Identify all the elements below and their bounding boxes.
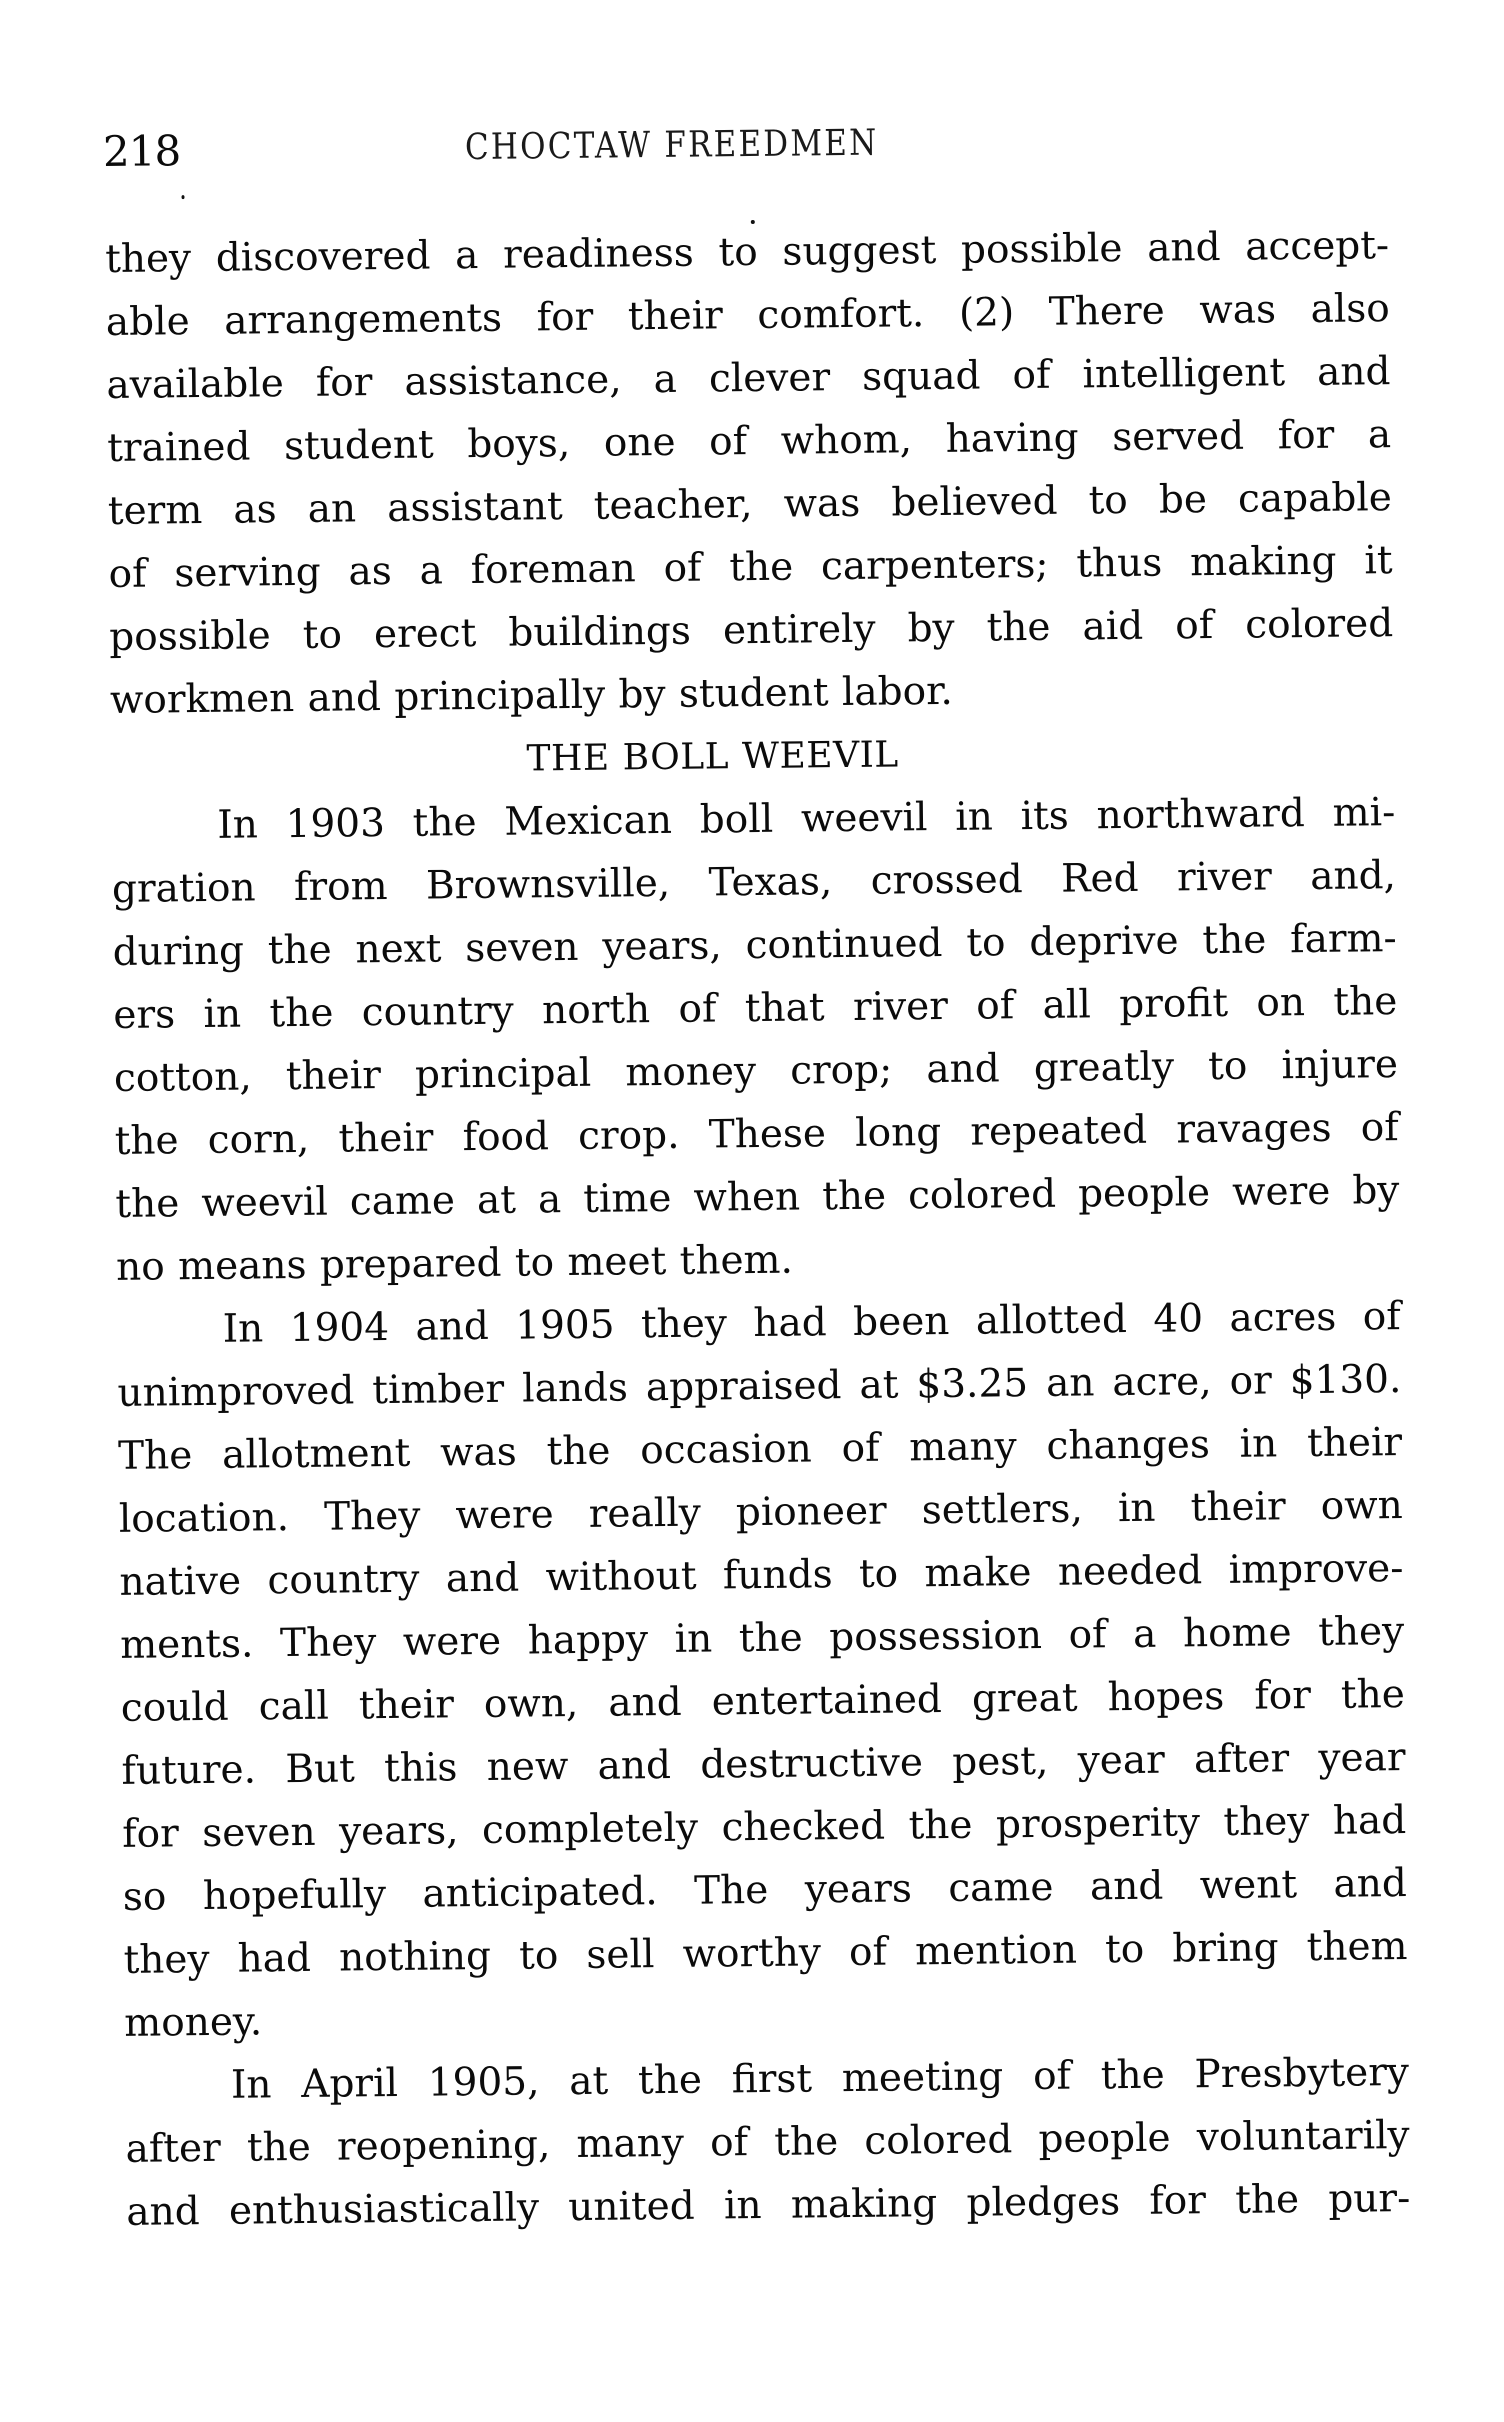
text-line: able arrangements for their comfort. (2) There was also bbox=[105, 286, 1391, 345]
running-title: CHOCTAW FREEDMEN bbox=[464, 122, 879, 169]
text-line: so hopefully anticipated. The years came and went and bbox=[122, 1861, 1408, 1920]
scan-speck bbox=[181, 195, 184, 199]
text-line: no means prepared to meet them. bbox=[115, 1237, 794, 1290]
text-line: after the reopening, many of the colored people voluntarily bbox=[125, 2112, 1410, 2172]
text-line: In 1903 the Mexican boll weevil in its northward mi- bbox=[217, 790, 1396, 848]
running-head bbox=[103, 110, 1388, 180]
text-line: ers in the country north of that river of all profit on the bbox=[113, 979, 1398, 1038]
text-line: they had nothing to sell worthy of mention to bring them bbox=[123, 1924, 1408, 1983]
text-line: term as an assistant teacher, was believed to be capable bbox=[107, 475, 1393, 534]
text-line: unimproved timber lands appraised at $3.25 an acre, or $130. bbox=[117, 1357, 1402, 1416]
section-heading: THE BOLL WEEVIL bbox=[526, 734, 899, 780]
text-line: for seven years, completely checked the prosperity they had bbox=[121, 1798, 1407, 1857]
text-line: of serving as a foreman of the carpenters; thus making it bbox=[108, 538, 1393, 597]
text-line: trained student boys, one of whom, having served for a bbox=[106, 412, 1392, 471]
text-line: gration from Brownsville, Texas, crossed Red river and, bbox=[111, 853, 1397, 912]
text-line: possible to erect buildings entirely by the aid of colored bbox=[109, 601, 1394, 660]
body-text bbox=[105, 214, 1411, 2244]
text-line: In April 1905, at the first meeting of the Presbytery bbox=[230, 2049, 1410, 2108]
text-line: available for assistance, a clever squad of intelligent and bbox=[106, 349, 1391, 408]
text-line: the weevil came at a time when the colored people were by bbox=[115, 1168, 1400, 1227]
text-line: In 1904 and 1905 they had been allotted 40 acres of bbox=[222, 1294, 1401, 1352]
text-line: cotton, their principal money crop; and greatly to injure bbox=[113, 1042, 1399, 1101]
text-line: native country and without funds to make needed improve- bbox=[119, 1546, 1404, 1605]
page-number: 218 bbox=[102, 126, 181, 177]
text-line: workmen and principally by student labor. bbox=[109, 668, 954, 723]
text-line: during the next seven years, continued to deprive the farm- bbox=[112, 916, 1397, 975]
text-line: ments. They were happy in the possession of a home they bbox=[119, 1609, 1405, 1668]
paragraph-continued bbox=[105, 214, 1394, 732]
paragraph-allotment-1904 bbox=[116, 1285, 1408, 2055]
text-line: The allotment was the occasion of many changes in their bbox=[117, 1420, 1403, 1479]
text-line: location. They were really pioneer settlers, in their own bbox=[118, 1483, 1403, 1542]
paragraph-boll-weevil-1903 bbox=[111, 781, 1400, 1299]
text-line: could call their own, and entertained great hopes for the bbox=[120, 1672, 1406, 1731]
paragraph-presbytery-1905 bbox=[125, 2041, 1411, 2244]
text-line: the corn, their food crop. These long repeated ravages of bbox=[114, 1105, 1399, 1164]
text-line: future. But this new and destructive pest, year after year bbox=[121, 1735, 1406, 1794]
text-line: they discovered a readiness to suggest possible and accept- bbox=[104, 223, 1390, 282]
text-line: money. bbox=[124, 1999, 263, 2046]
text-line: and enthusiastically united in making pledges for the pur- bbox=[126, 2175, 1411, 2235]
